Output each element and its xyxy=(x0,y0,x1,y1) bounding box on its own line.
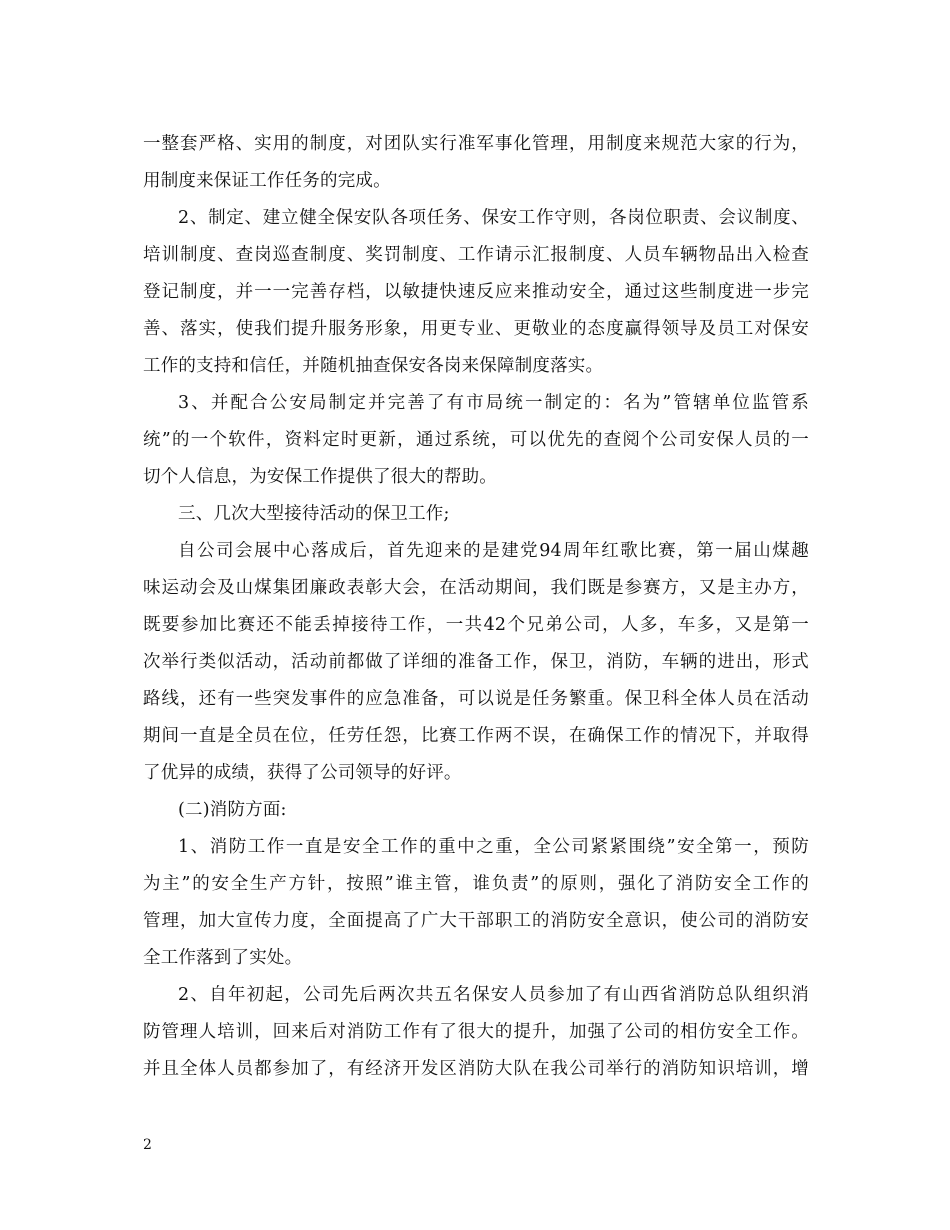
text-line: 防管理人培训，回来后对消防工作有了很大的提升，加强了公司的相仿安全工作。 xyxy=(143,1022,809,1042)
text-line: 为主”的安全生产方针，按照”谁主管，谁负责”的原则，强化了消防安全工作的 xyxy=(143,874,809,894)
text-line: 1、消防工作一直是安全工作的重中之重，全公司紧紧围绕”安全第一，预防 xyxy=(178,837,809,857)
text-line: 一整套严格、实用的制度，对团队实行准军事化管理，用制度来规范大家的行为， xyxy=(143,134,809,154)
text-line: 登记制度，并一一完善存档，以敏捷快速反应来推动安全，通过这些制度进一步完 xyxy=(143,282,809,302)
section-heading: 三、几次大型接待活动的保卫工作; xyxy=(178,504,450,524)
text-line: 工作的支持和信任，并随机抽查保安各岗来保障制度落实。 xyxy=(143,356,604,376)
text-line: 次举行类似活动，活动前都做了详细的准备工作，保卫，消防，车辆的进出，形式 xyxy=(143,652,809,672)
text-line: 自公司会展中心落成后，首先迎来的是建党94周年红歌比赛，第一届山煤趣 xyxy=(178,541,809,561)
text-line: 并且全体人员都参加了，有经济开发区消防大队在我公司举行的消防知识培训，增 xyxy=(143,1059,809,1079)
text-line: 统”的一个软件，资料定时更新，通过系统，可以优先的查阅个公司安保人员的一 xyxy=(143,430,809,450)
subsection-heading: (二)消防方面: xyxy=(178,800,287,820)
text-line: 味运动会及山煤集团廉政表彰大会，在活动期间，我们既是参赛方，又是主办方， xyxy=(143,578,809,598)
text-line: 用制度来保证工作任务的完成。 xyxy=(143,171,391,191)
text-line: 3、并配合公安局制定并完善了有市局统一制定的：名为”管辖单位监管系 xyxy=(178,393,809,413)
text-line: 培训制度、查岗巡查制度、奖罚制度、工作请示汇报制度、人员车辆物品出入检查 xyxy=(143,245,809,265)
text-line: 切个人信息，为安保工作提供了很大的帮助。 xyxy=(143,467,497,487)
text-line: 了优异的成绩，获得了公司领导的好评。 xyxy=(143,763,462,783)
text-line: 全工作落到了实处。 xyxy=(143,948,303,968)
text-line: 2、制定、建立健全保安队各项任务、保安工作守则，各岗位职责、会议制度、 xyxy=(178,208,809,228)
text-line: 既要参加比赛还不能丢掉接待工作，一共42个兄弟公司，人多，车多，又是第一 xyxy=(143,615,809,635)
text-line: 管理，加大宣传力度，全面提高了广大干部职工的消防安全意识，使公司的消防安 xyxy=(143,911,809,931)
page-number: 2 xyxy=(143,1137,152,1153)
text-line: 期间一直是全员在位，任劳任怨，比赛工作两不误，在确保工作的情况下，并取得 xyxy=(143,726,809,746)
text-line: 路线，还有一些突发事件的应急准备，可以说是任务繁重。保卫科全体人员在活动 xyxy=(143,689,809,709)
body-text xyxy=(143,126,809,1088)
text-line: 善、落实，使我们提升服务形象，用更专业、更敬业的态度赢得领导及员工对保安 xyxy=(143,319,809,339)
text-line: 2、自年初起，公司先后两次共五名保安人员参加了有山西省消防总队组织消 xyxy=(178,985,809,1005)
